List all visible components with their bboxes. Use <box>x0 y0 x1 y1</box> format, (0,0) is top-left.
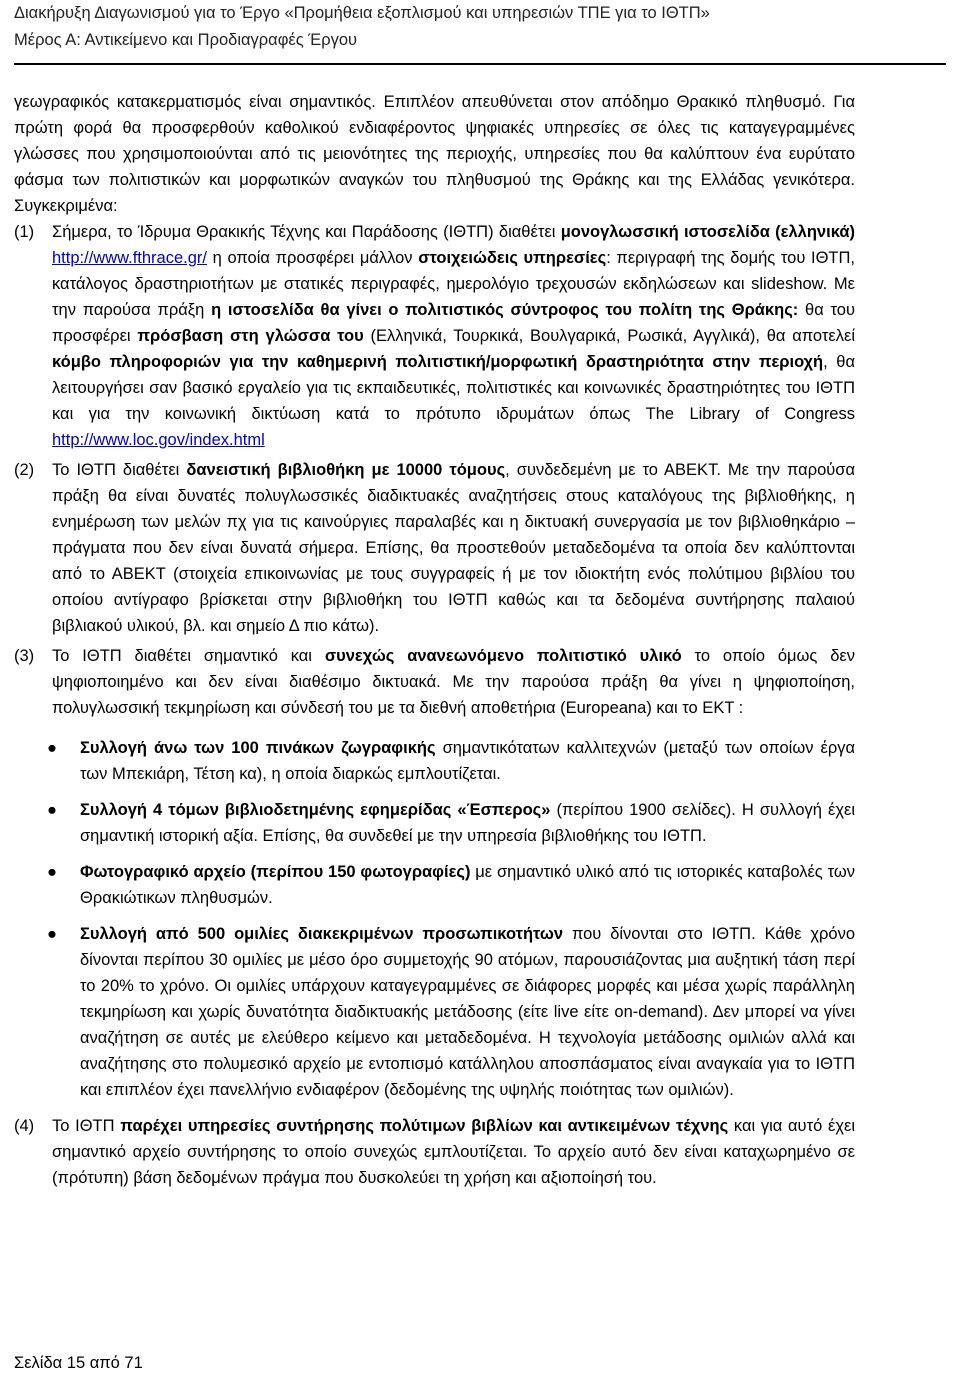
text-run: θα του προσφέρει <box>52 301 855 345</box>
item-4-text <box>52 1113 855 1191</box>
item-1-text <box>52 219 855 453</box>
text-run: η οποία προσφέρει μάλλον <box>206 249 419 267</box>
document-body <box>14 89 855 1191</box>
bullet-item <box>14 797 855 849</box>
fthrace-link[interactable]: http://www.fthrace.gr/ <box>52 249 207 267</box>
list-item-4 <box>14 1113 855 1191</box>
bullet-list <box>14 735 855 1103</box>
bold-run: Συλλογή από 500 ομιλίες διακεκριμένων προσωπικοτήτων <box>80 925 564 943</box>
text-run: , θα λειτουργήσει σαν βασικό εργαλείο για τις εκπαιδευτικές, πολιτιστικές και κοινωνικές δραστηριότητες του ΙΘΤΠ και για την κοινωνική δικτύωση κατά το πρότυπο ιδρυμάτων όπως The Library of Congress <box>52 353 855 423</box>
list-item-1 <box>14 219 855 453</box>
text-run: Το ΙΘΤΠ διαθέτει <box>52 461 187 479</box>
bold-run: δανειστική βιβλιοθήκη με 10000 τόμους <box>186 461 506 479</box>
bullet-item <box>14 921 855 1103</box>
text-run: (περίπου 1900 σελίδες). Η συλλογή έχει σημαντική ιστορική αξία. Επίσης, θα συνδεθεί με την υπηρεσία βιβλιοθήκης του ΙΘΤΠ. <box>80 801 856 845</box>
text-run: Το ΙΘΤΠ <box>52 1117 121 1135</box>
bold-run: συνεχώς ανανεωνόμενο πολιτιστικό υλικό <box>324 647 682 665</box>
text-run: Το ΙΘΤΠ διαθέτει σημαντικό και <box>52 647 325 665</box>
bold-run: μονογλωσσική ιστοσελίδα (ελληνικά) <box>560 223 855 241</box>
bold-run: κόμβο πληροφοριών για την καθημερινή πολιτιστική/μορφωτική δραστηριότητα στην περιοχή <box>52 353 824 371</box>
bold-run: πρόσβαση στη γλώσσα του <box>137 327 364 345</box>
item-number: (1) <box>14 223 35 241</box>
item-number: (3) <box>14 647 35 665</box>
intro-text: γεωγραφικός κατακερματισμός είναι σημαντικός. Επιπλέον απευθύνεται στον απόδημο Θρακικό πληθυσμό. Για πρώτη φορά θα προσφερθούν καθολικού ενδιαφέροντος ψηφιακές υπηρεσίες σε όλες τις καταγεγραμμένες γλώσσες που χρησιμοποιούνται από τις μειονότητες της περιοχής, υπηρεσίες που θα καλύπτουν ένα ευρύτατο φάσμα των πολιτιστικών και μορφωτικών αναγκών του πληθυσμού της Θράκης και της Ελλάδας γενικότερα. Συγκεκριμένα: <box>14 93 855 215</box>
list-item-2 <box>14 457 855 639</box>
bold-run: στοιχειώδεις υπηρεσίες <box>418 249 607 267</box>
bullet-icon: ● <box>47 863 57 881</box>
text-run: , συνδεδεμένη με το ΑΒΕΚΤ. Με την παρούσα πράξη θα είναι δυνατές πολυγλωσσικές διαδικτυακές αναζητήσεις στους καταλόγους της βιβλιοθήκης, η ενημέρωση των μελών πχ για τις καινούργιες παραλαβές και η δικτυακή συνεργασία με τον βιβλιοθηκάριο – πράγματα που δεν είναι δυνατά σήμερα. Επίσης, θα προστεθούν μεταδεδομένα τα οποία δεν καλύπτονται από το ΑΒΕΚΤ (στοιχεία επικοινωνίας με τους συγγραφείς ή με τον ιδιοκτήτη ενός πολύτιμου βιβλίου του οποίου αντίγραφο βρίσκεται στην βιβλιοθήκη του ΙΘΤΠ καθώς και τα δεδομένα συντήρησης παλαιού βιβλιακού υλικού, βλ. και σημείο Δ πιο κάτω). <box>52 461 856 635</box>
text-run: σημαντικότατων καλλιτεχνών (μεταξύ των οποίων έργα των Μπεκιάρη, Τέτση κα), η οποία διαρκώς εμπλουτίζεται. <box>80 739 855 783</box>
bold-run: η ιστοσελίδα θα γίνει ο πολιτιστικός σύντροφος του πολίτη της Θράκης: <box>211 301 799 319</box>
text-run: Σήμερα, το Ίδρυμα Θρακικής Τέχνης και Παράδοσης (ΙΘΤΠ) διαθέτει <box>52 223 561 241</box>
bullet-text <box>80 921 855 1103</box>
bold-run: Συλλογή 4 τόμων βιβλιοδετημένης εφημερίδας «Έσπερος» <box>80 801 551 819</box>
list-item-3 <box>14 643 855 721</box>
loc-link[interactable]: http://www.loc.gov/index.html <box>52 431 265 449</box>
bullet-icon: ● <box>47 801 57 819</box>
text-run: που δίνονται στο ΙΘΤΠ. Κάθε χρόνο δίνονται περίπου 30 ομιλίες με μέσο όρο συμμετοχής 90 ατόμων, παρουσιάζοντας μια αυξητική τάση περί το 20% το χρόνο. Οι ομιλίες υπάρχουν καταγεγραμμένες σε διάφορες μορφές και μέσα χωρίς παράλληλη τεκμηρίωση και χωρίς δυνατότητα διαδικτυακής μετάδοσης (είτε live είτε on-demand). Δεν μπορεί να γίνει αναζήτηση σε αυτές με ελεύθερο κείμενο και μεταδεδομένα. Η τεχνολογία μετάδοσης ομιλιών αλλά και αναζήτησης στο πολυμεσικό αρχείο με εντοπισμό κατάλληλου αποσπάσματος είναι αναγκαία για το ΙΘΤΠ και επιπλέον έχει πανελλήνιο ενδιαφέρον (δεδομένης της υψηλής ποιότητας των ομιλιών). <box>80 925 855 1099</box>
header-subtitle: Μέρος Α: Αντικείμενο και Προδιαγραφές Έργου <box>14 31 358 49</box>
intro-paragraph <box>14 89 855 219</box>
text-run: (Ελληνικά, Τουρκικά, Βουλγαρικά, Ρωσικά, Αγγλικά), θα αποτελεί <box>363 327 856 345</box>
bullet-text <box>80 797 855 849</box>
bullet-text <box>80 735 855 787</box>
bullet-item <box>14 735 855 787</box>
item-number: (2) <box>14 461 35 479</box>
bullet-item <box>14 859 855 911</box>
bullet-icon: ● <box>47 739 57 757</box>
bullet-text <box>80 859 855 911</box>
text-run: με σημαντικό υλικό από τις ιστορικές καταβολές των Θρακιώτικων πληθυσμών. <box>80 863 855 907</box>
text-run: : περιγραφή της δομής του ΙΘΤΠ, κατάλογος δραστηριοτήτων με στατικές περιγραφές, ημερολόγιο τρεχουσών εκδηλώσεων και slideshow. Με την παρούσα πράξη <box>52 249 855 319</box>
item-3-text <box>52 643 855 721</box>
bold-run: παρέχει υπηρεσίες συντήρησης πολύτιμων βιβλίων και αντικειμένων τέχνης <box>120 1117 729 1135</box>
bullet-icon: ● <box>47 925 57 943</box>
header-title: Διακήρυξη Διαγωνισμού για το Έργο «Προμήθεια εξοπλισμού και υπηρεσιών ΤΠΕ για το ΙΘΤΠ» <box>14 4 710 22</box>
text-run: το οποίο όμως δεν ψηφιοποιημένο και δεν είναι διαθέσιμο δικτυακά. Με την παρούσα πράξη θα γίνει η ψηφιοποίηση, πολυγλωσσική τεκμηρίωση και σύνδεσή του με τα διεθνή αποθετήρια (Europeana) και το ΕΚΤ : <box>52 647 855 717</box>
header-divider <box>14 63 946 65</box>
item-number: (4) <box>14 1117 35 1135</box>
text-run: και για αυτό έχει σημαντικό αρχείο συντήρησης το οποίο συνεχώς εμπλουτίζεται. Το αρχείο αυτό δεν είναι καταχωρημένο σε (πρότυπη) βάση δεδομένων πράγμα που δυσκολεύει τη χρήση και αξιοποίησή του. <box>52 1117 855 1187</box>
item-2-text <box>52 457 855 639</box>
bold-run: Φωτογραφικό αρχείο (περίπου 150 φωτογραφίες) <box>80 863 471 881</box>
document-header <box>14 0 944 54</box>
bold-run: Συλλογή άνω των 100 πινάκων ζωγραφικής <box>80 739 436 757</box>
page-number: Σελίδα 15 από 71 <box>14 1354 143 1372</box>
